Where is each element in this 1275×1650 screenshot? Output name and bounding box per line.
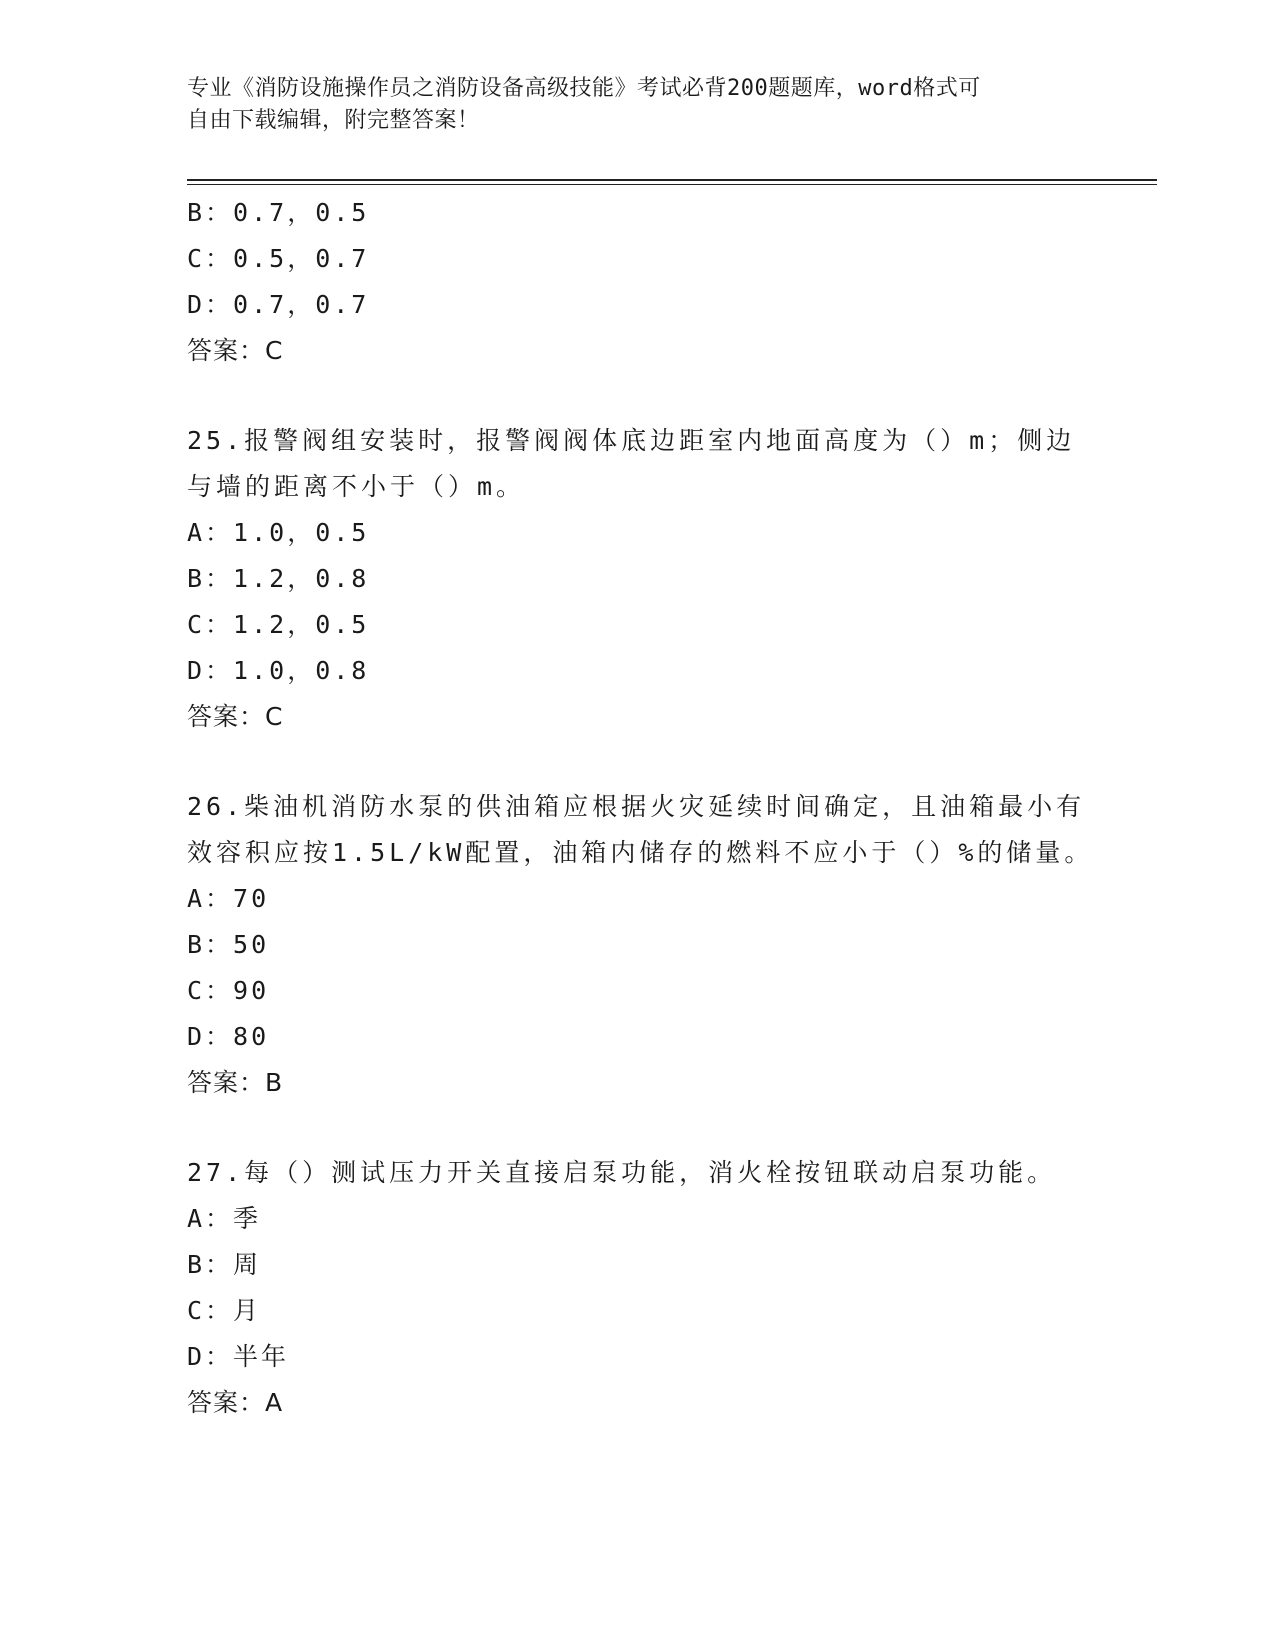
- option-b: B：50: [187, 930, 270, 959]
- header-divider-thin: [187, 184, 1157, 185]
- question-stem-line: 26.柴油机消防水泵的供油箱应根据火灾延续时间确定，且油箱最小有: [187, 792, 1086, 821]
- header-title-line-2: 自由下载编辑，附完整答案！: [187, 108, 480, 133]
- question-stem-line: 25.报警阀组安装时，报警阀阀体底边距室内地面高度为（）m；侧边: [187, 426, 1076, 455]
- answer-line: 答案：A: [187, 1388, 284, 1417]
- question-stem: [187, 418, 1157, 510]
- option-d: D：半年: [187, 1342, 290, 1371]
- question-block-27: [187, 1150, 1157, 1426]
- question-stem: [187, 784, 1157, 876]
- option-c: C：1.2，0.5: [187, 610, 370, 639]
- header-divider-thick: [187, 179, 1157, 181]
- option-d: D：1.0，0.8: [187, 656, 370, 685]
- option-c: C：月: [187, 1296, 262, 1325]
- option-a: A：70: [187, 884, 270, 913]
- spacer: [187, 1106, 1157, 1150]
- document-page: [187, 0, 1157, 1650]
- question-list: [187, 190, 1157, 1426]
- spacer: [187, 740, 1157, 784]
- document-header: [187, 73, 1067, 137]
- answer-line: 答案：C: [187, 336, 284, 365]
- option-c: C：0.5，0.7: [187, 244, 370, 273]
- option-a: A：季: [187, 1204, 262, 1233]
- option-c: C：90: [187, 976, 270, 1005]
- header-title-line-1: 专业《消防设施操作员之消防设备高级技能》考试必背200题题库，word格式可: [187, 76, 981, 101]
- option-b: B：周: [187, 1250, 262, 1279]
- question-block-24-continued: [187, 190, 1157, 374]
- option-d: D：0.7，0.7: [187, 290, 370, 319]
- option-a: A：1.0，0.5: [187, 518, 370, 547]
- question-stem-line: 效容积应按1.5L/kW配置，油箱内储存的燃料不应小于（）%的储量。: [187, 838, 1094, 867]
- question-stem: [187, 1150, 1157, 1196]
- option-b: B：0.7，0.5: [187, 198, 370, 227]
- question-stem-line: 27.每（）测试压力开关直接启泵功能，消火栓按钮联动启泵功能。: [187, 1158, 1057, 1187]
- option-d: D：80: [187, 1022, 270, 1051]
- answer-line: 答案：C: [187, 702, 284, 731]
- question-block-26: [187, 784, 1157, 1106]
- option-b: B：1.2，0.8: [187, 564, 370, 593]
- answer-line: 答案：B: [187, 1068, 284, 1097]
- question-block-25: [187, 418, 1157, 740]
- spacer: [187, 374, 1157, 418]
- question-stem-line: 与墙的距离不小于（）m。: [187, 472, 526, 501]
